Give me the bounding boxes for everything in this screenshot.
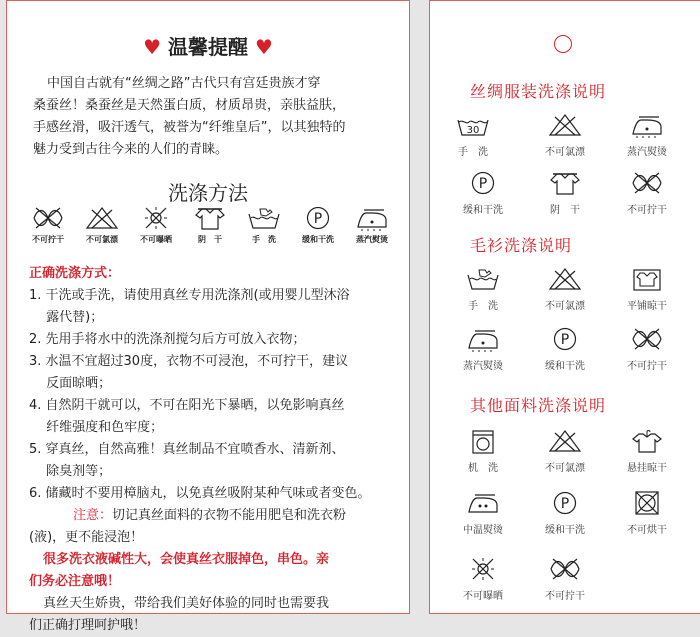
- care-icon-item: 平铺晾干: [612, 267, 682, 312]
- care-icon-item: 不可曝晒: [131, 206, 181, 245]
- care-icon-item: 30 手 洗: [438, 113, 508, 158]
- hang-hole-circle: [554, 35, 572, 53]
- no-wring-icon: [629, 327, 665, 353]
- care-icon-item: 不可拧干: [530, 557, 600, 602]
- wash-method-text: [29, 263, 399, 637]
- shade-dry-icon: [547, 171, 583, 197]
- care-card-left: [6, 0, 410, 633]
- steam-iron-icon: [465, 327, 501, 353]
- medium-iron-icon: [465, 491, 501, 517]
- care-icons-row: [23, 206, 403, 246]
- method-step: 1. 干洗或手洗，请使用真丝专用洗涤剂(或用婴儿型沐浴: [29, 288, 350, 303]
- no-bleach-icon: [547, 267, 583, 293]
- care-icon-item: 不可氯漂: [530, 113, 600, 158]
- no-tumble-dry-icon: [629, 491, 665, 517]
- note-line: (液)，更不能浸泡！: [29, 530, 144, 545]
- heart-icon: ♥: [143, 35, 162, 59]
- care-icon-item: 缓和干洗: [448, 171, 518, 216]
- hand-wash-icon: [246, 206, 282, 232]
- heart-icon: ♥: [254, 35, 273, 59]
- method-heading: 正确洗涤方式：: [29, 266, 121, 281]
- method-step: 2. 先用手将水中的洗涤剂搅匀后方可放入衣物；: [29, 332, 306, 347]
- no-bleach-icon: [547, 113, 583, 139]
- method-step: 3. 水温不宜超过30度，衣物不可浸泡，不可拧干，建议: [29, 354, 349, 369]
- gentle-dry-clean-icon: [465, 171, 501, 197]
- no-wring-icon: [547, 557, 583, 583]
- no-bleach-icon: [84, 206, 120, 232]
- care-icon-item: 不可拧干: [23, 206, 73, 245]
- method-step: 除臭剂等；: [29, 464, 112, 479]
- other-care-title: 其他面料洗涤说明: [470, 396, 607, 415]
- warning-line: 很多洗衣液碱性大，会使真丝衣服掉色，串色。亲: [43, 552, 330, 567]
- no-wring-icon: [629, 171, 665, 197]
- care-icon-item: 蒸汽熨烫: [612, 113, 682, 158]
- method-step: 纤维强度和色牢度；: [29, 420, 164, 435]
- silk-care-title: 丝绸服装洗涤说明: [470, 82, 607, 101]
- svg-text:30: 30: [466, 125, 480, 136]
- intro-line: 手感丝滑，吸汗透气，被誉为“纤维皇后”，以其独特的: [33, 120, 346, 135]
- care-icon-item: 不可氯漂: [530, 429, 600, 474]
- care-icon-item: 不可氯漂: [530, 267, 600, 312]
- care-icon-item: 蒸汽熨烫: [347, 206, 397, 245]
- care-icon-item: 不可烘干: [612, 491, 682, 536]
- method-step: 6. 储藏时不要用樟脑丸，以免真丝吸附某种气味或者变色。: [29, 486, 371, 501]
- flat-dry-icon: [629, 267, 665, 293]
- care-icon-item: 机 洗: [448, 429, 518, 474]
- closing-line: 真丝天生娇贵，带给我们美好体验的同时也需要我: [43, 596, 330, 611]
- care-icon-item: 阴 干: [185, 206, 235, 245]
- intro-line: 魅力受到古往今来的人们的青睐。: [33, 142, 229, 157]
- wash-method-title: 洗涤方法: [168, 181, 248, 205]
- warning-line: 们务必注意哦！: [29, 574, 121, 589]
- steam-iron-icon: [629, 113, 665, 139]
- closing-line: 们正确打理呵护哦！: [29, 618, 147, 633]
- steam-iron-icon: [354, 206, 390, 232]
- method-step: 5. 穿真丝，自然高雅！真丝制品不宜喷香水、清新剂、: [29, 442, 345, 457]
- gentle-dry-clean-icon: [547, 327, 583, 353]
- no-sun-icon: [138, 206, 174, 232]
- method-step: 露代替)；: [29, 310, 104, 325]
- hand-wash-icon: [465, 267, 501, 293]
- gentle-dry-clean-icon: [300, 206, 336, 232]
- shade-dry-icon: [192, 206, 228, 232]
- intro-paragraph: [33, 73, 393, 161]
- wash-30-icon: [455, 113, 491, 139]
- no-bleach-icon: [547, 429, 583, 455]
- intro-line: 桑蚕丝！桑蚕丝是天然蛋白质，材质昂贵，亲肤益肤，: [33, 98, 346, 113]
- care-icon-item: 不可拧干: [612, 327, 682, 372]
- care-icon-item: 手 洗: [239, 206, 289, 245]
- care-icon-item: 缓和干洗: [293, 206, 343, 245]
- care-icon-item: 不可拧干: [612, 171, 682, 216]
- method-step: 4. 自然阴干就可以，不可在阳光下暴晒，以免影响真丝: [29, 398, 345, 413]
- no-sun-icon: [465, 557, 501, 583]
- care-icon-item: 中温熨烫: [448, 491, 518, 536]
- hang-dry-icon: [629, 429, 665, 455]
- care-icon-item: 蒸汽熨烫: [448, 327, 518, 372]
- no-wring-icon: [30, 206, 66, 232]
- care-card-right: [429, 0, 700, 614]
- care-icon-item: 缓和干洗: [530, 327, 600, 372]
- care-icon-item: 不可氯漂: [77, 206, 127, 245]
- knit-care-title: 毛衫洗涤说明: [470, 236, 573, 255]
- reminder-title: ♥ 温馨提醒 ♥: [143, 35, 273, 59]
- note-line: 注意：切记真丝面料的衣物不能用肥皂和洗衣粉: [73, 508, 347, 523]
- care-icon-item: 手 洗: [448, 267, 518, 312]
- method-step: 反面晾晒；: [29, 376, 112, 391]
- gentle-dry-clean-icon: [547, 491, 583, 517]
- care-icon-item: 缓和干洗: [530, 491, 600, 536]
- note-label: 注意：: [73, 508, 113, 523]
- intro-line: 中国自古就有“丝绸之路”古代只有宫廷贵族才穿: [47, 76, 321, 91]
- machine-wash-icon: [465, 429, 501, 455]
- care-icon-item: 不可曝晒: [448, 557, 518, 602]
- care-icon-item: 阴 干: [530, 171, 600, 216]
- care-icon-item: 悬挂晾干: [612, 429, 682, 474]
